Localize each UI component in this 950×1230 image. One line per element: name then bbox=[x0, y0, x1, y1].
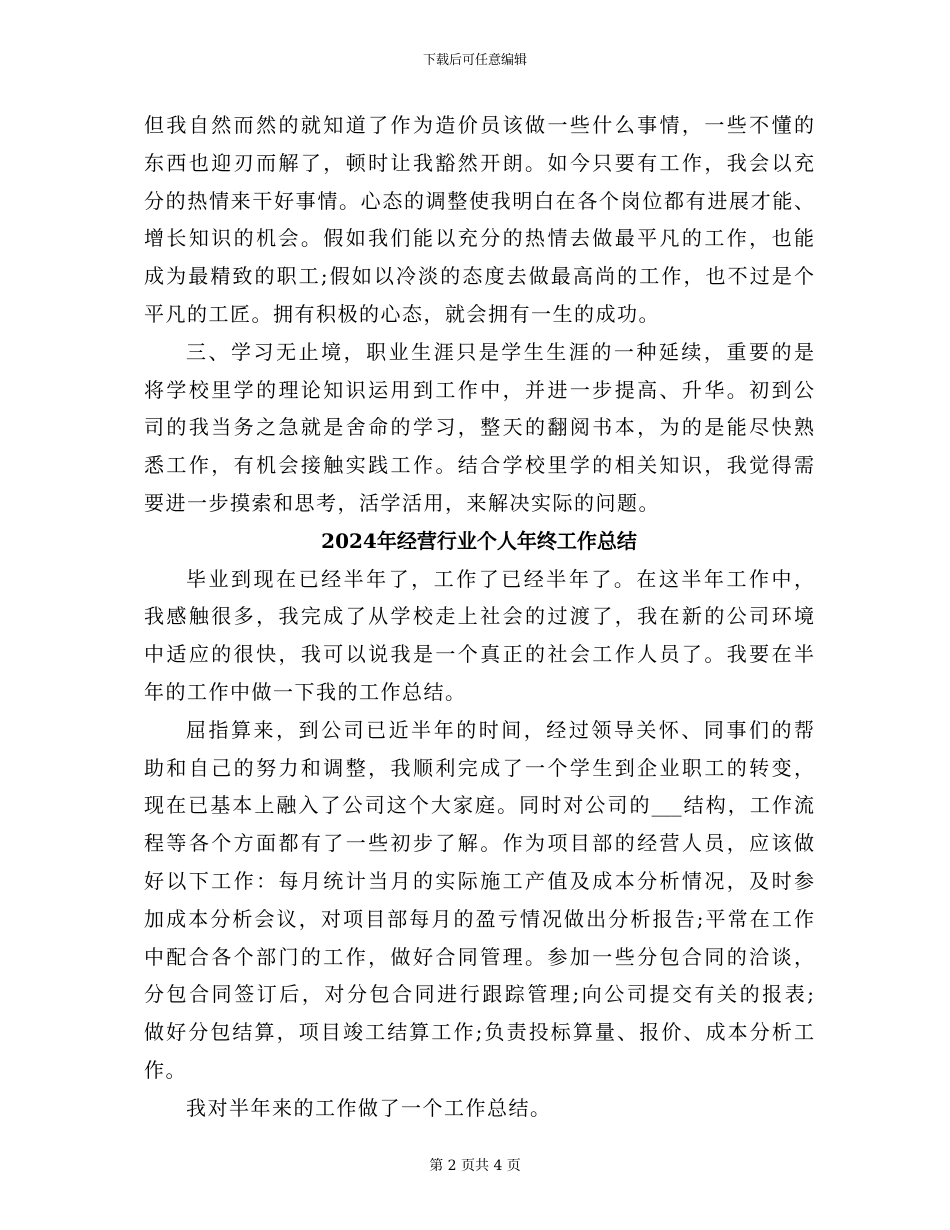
text-line: 要进一步摸索和思考，活学活用，来解决实际的问题。 bbox=[144, 490, 660, 515]
text-line: 将学校里学的理论知识运用到工作中，并进一步提高、升华。初到公 bbox=[144, 377, 814, 402]
text-line: 年的工作中做一下我的工作总结。 bbox=[144, 679, 467, 704]
text-line: 程等各个方面都有了一些初步了解。作为项目部的经营人员，应该做 bbox=[144, 831, 814, 856]
text-line: 屈指算来，到公司已近半年的时间，经过领导关怀、同事们的帮 bbox=[186, 717, 814, 742]
text-line: 我感触很多，我完成了从学校走上社会的过渡了，我在新的公司环境 bbox=[144, 604, 814, 629]
text-line: 助和自己的努力和调整，我顺利完成了一个学生到企业职工的转变， bbox=[144, 755, 814, 780]
text-line: 好以下工作：每月统计当月的实际施工产值及成本分析情况，及时参 bbox=[144, 868, 814, 893]
paragraph bbox=[144, 1090, 814, 1128]
paragraph bbox=[144, 712, 814, 1090]
text-line: 分的热情来干好事情。心态的调整使我明白在各个岗位都有进展才能、 bbox=[144, 188, 814, 213]
text-line: 做好分包结算，项目竣工结算工作;负责投标算量、报价、成本分析工 bbox=[144, 1020, 814, 1045]
section-heading: 2024年经营行业个人年终工作总结 bbox=[321, 528, 637, 553]
paragraph bbox=[144, 107, 814, 334]
text-line: 司的我当务之急就是舍命的学习，整天的翻阅书本，为的是能尽快熟 bbox=[144, 415, 814, 440]
text-line: 成为最精致的职工;假如以冷淡的态度去做最高尚的工作，也不过是个 bbox=[144, 264, 814, 289]
text-line: 现在已基本上融入了公司这个大家庭。同时对公司的___结构，工作流 bbox=[144, 793, 814, 818]
page-header: 下载后可任意编辑 bbox=[422, 53, 527, 68]
text-line: 增长知识的机会。假如我们能以充分的热情去做最平凡的工作，也能 bbox=[144, 226, 814, 251]
text-line: 三、学习无止境，职业生涯只是学生生涯的一种延续，重要的是 bbox=[186, 339, 814, 364]
document-body bbox=[144, 107, 814, 1128]
text-line: 中适应的很快，我可以说我是一个真正的社会工作人员了。我要在半 bbox=[144, 642, 814, 667]
text-line: 我对半年来的工作做了一个工作总结。 bbox=[186, 1095, 552, 1120]
text-line: 平凡的工匠。拥有积极的心态，就会拥有一生的成功。 bbox=[144, 301, 660, 326]
text-line: 中配合各个部门的工作，做好合同管理。参加一些分包合同的洽谈， bbox=[144, 944, 814, 969]
text-line: 悉工作，有机会接触实践工作。结合学校里学的相关知识，我觉得需 bbox=[144, 453, 814, 478]
text-line: 加成本分析会议，对项目部每月的盈亏情况做出分析报告;平常在工作 bbox=[144, 906, 814, 931]
paragraph bbox=[144, 334, 814, 523]
text-line: 但我自然而然的就知道了作为造价员该做一些什么事情，一些不懂的 bbox=[144, 113, 814, 137]
text-line: 东西也迎刃而解了，顿时让我豁然开朗。如今只要有工作，我会以充 bbox=[144, 150, 814, 175]
text-line: 作。 bbox=[144, 1057, 187, 1082]
text-line: 分包合同签订后，对分包合同进行跟踪管理;向公司提交有关的报表; bbox=[144, 982, 814, 1007]
text-line: 毕业到现在已经半年了，工作了已经半年了。在这半年工作中， bbox=[186, 566, 814, 591]
paragraph bbox=[144, 561, 814, 712]
page-number: 第 2 页共 4 页 bbox=[429, 1158, 521, 1174]
